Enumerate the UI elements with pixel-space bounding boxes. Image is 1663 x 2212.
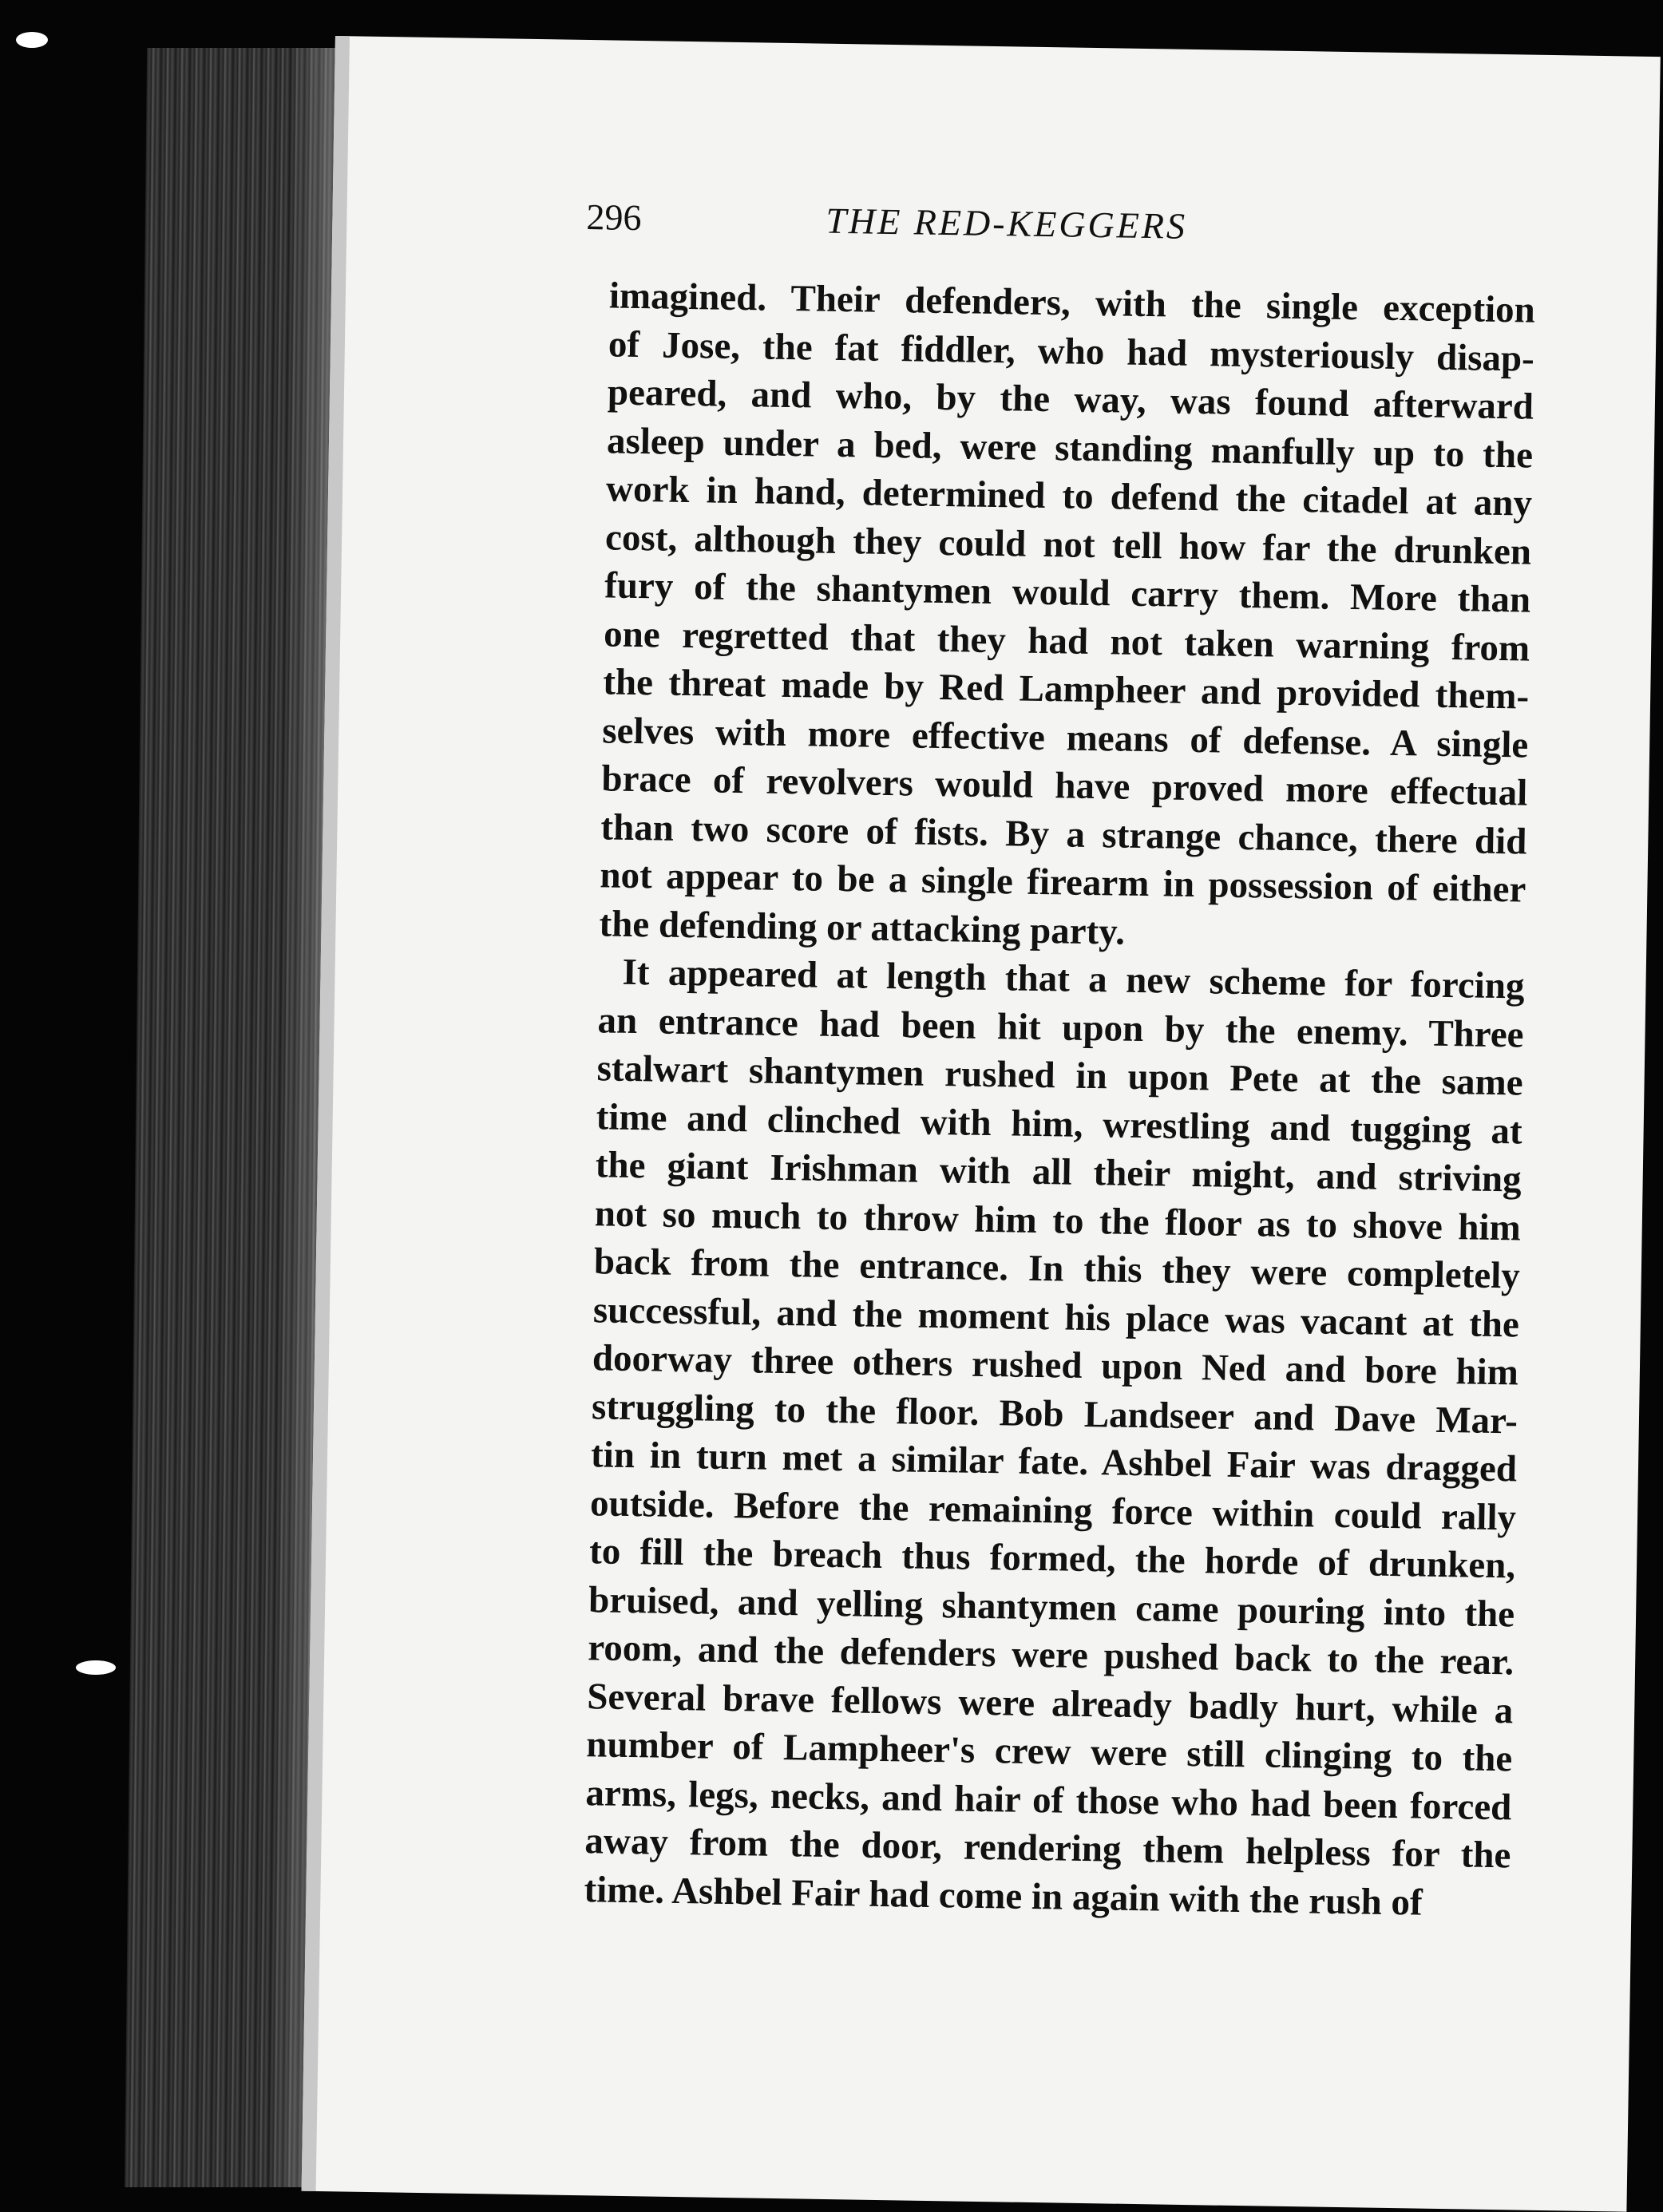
text-line: outside. Before the remaining force within could rally <box>589 1482 1517 1538</box>
text-line: the defending or attacking party. <box>599 902 1126 953</box>
scan-speck <box>16 32 48 48</box>
text-line: one regretted that they had not taken warning from <box>603 612 1530 670</box>
running-head <box>586 196 1545 247</box>
text-line: bruised, and yelling shantymen came pouring into the <box>588 1578 1515 1635</box>
text-line: work in hand, determined to defend the citadel at any <box>605 468 1533 524</box>
text-line: doorway three others rushed upon Ned and bore him <box>592 1337 1519 1394</box>
scan-speck <box>76 1660 116 1675</box>
text-line: to fill the breach thus formed, the horde of drunken, <box>588 1530 1516 1587</box>
text-line: time and clinched with him, wrestling and tugging at <box>596 1095 1523 1153</box>
text-line: of Jose, the fat fiddler, who had mysteriously disap- <box>608 323 1535 380</box>
text-line: brace of revolvers would have proved more effectual <box>601 758 1528 814</box>
body-text <box>584 271 1535 1928</box>
text-line: the giant Irishman with all their might, and striving <box>595 1144 1522 1201</box>
text-line: Several brave fellows were already badly hurt, while a <box>586 1675 1514 1731</box>
text-line: selves with more effective means of defense. A single <box>601 709 1529 766</box>
page-number: 296 <box>586 196 642 239</box>
text-line: the threat made by Red Lampheer and provided them- <box>602 661 1530 718</box>
text-line: peared, and who, by the way, was found afterward <box>607 371 1534 428</box>
text-line: an entrance had been hit upon by the enemy. Three <box>597 999 1524 1056</box>
book-page <box>302 36 1661 2212</box>
text-line: tin in turn met a similar fate. Ashbel Fair was dragged <box>590 1434 1518 1490</box>
text-line: not so much to throw him to the floor as to shove him <box>594 1192 1522 1249</box>
text-line: time. Ashbel Fair had come in again with the rush of <box>584 1868 1423 1924</box>
book-title: THE RED-KEGGERS <box>826 200 1188 247</box>
paragraph <box>584 948 1525 1928</box>
text-line: successful, and the moment his place was vacant at the <box>592 1288 1520 1345</box>
text-line: It appeared at length that a new scheme for forcing <box>622 951 1525 1007</box>
paragraph <box>599 271 1535 962</box>
text-line: room, and the defenders were pushed back to the rear. <box>587 1627 1515 1684</box>
text-line: stalwart shantymen rushed in upon Pete at the same <box>596 1047 1523 1104</box>
text-line: than two score of fists. By a strange chance, there did <box>600 805 1527 863</box>
text-line: struggling to the floor. Bob Landseer and Dave Mar- <box>591 1385 1518 1442</box>
text-line: away from the door, rendering them helpless for the <box>584 1820 1511 1877</box>
text-line: not appear to be a single firearm in possession of either <box>600 854 1526 911</box>
text-line: imagined. Their defenders, with the single exception <box>608 275 1536 331</box>
text-line: back from the entrance. In this they were completely <box>593 1241 1521 1297</box>
text-line: asleep under a bed, were standing manfully up to the <box>606 419 1534 477</box>
text-line: cost, although they could not tell how far the drunken <box>604 516 1532 573</box>
text-line: fury of the shantymen would carry them. More than <box>604 564 1531 621</box>
text-line: arms, legs, necks, and hair of those who had been forced <box>585 1771 1512 1828</box>
text-line: number of Lampheer's crew were still clinging to the <box>586 1723 1513 1780</box>
